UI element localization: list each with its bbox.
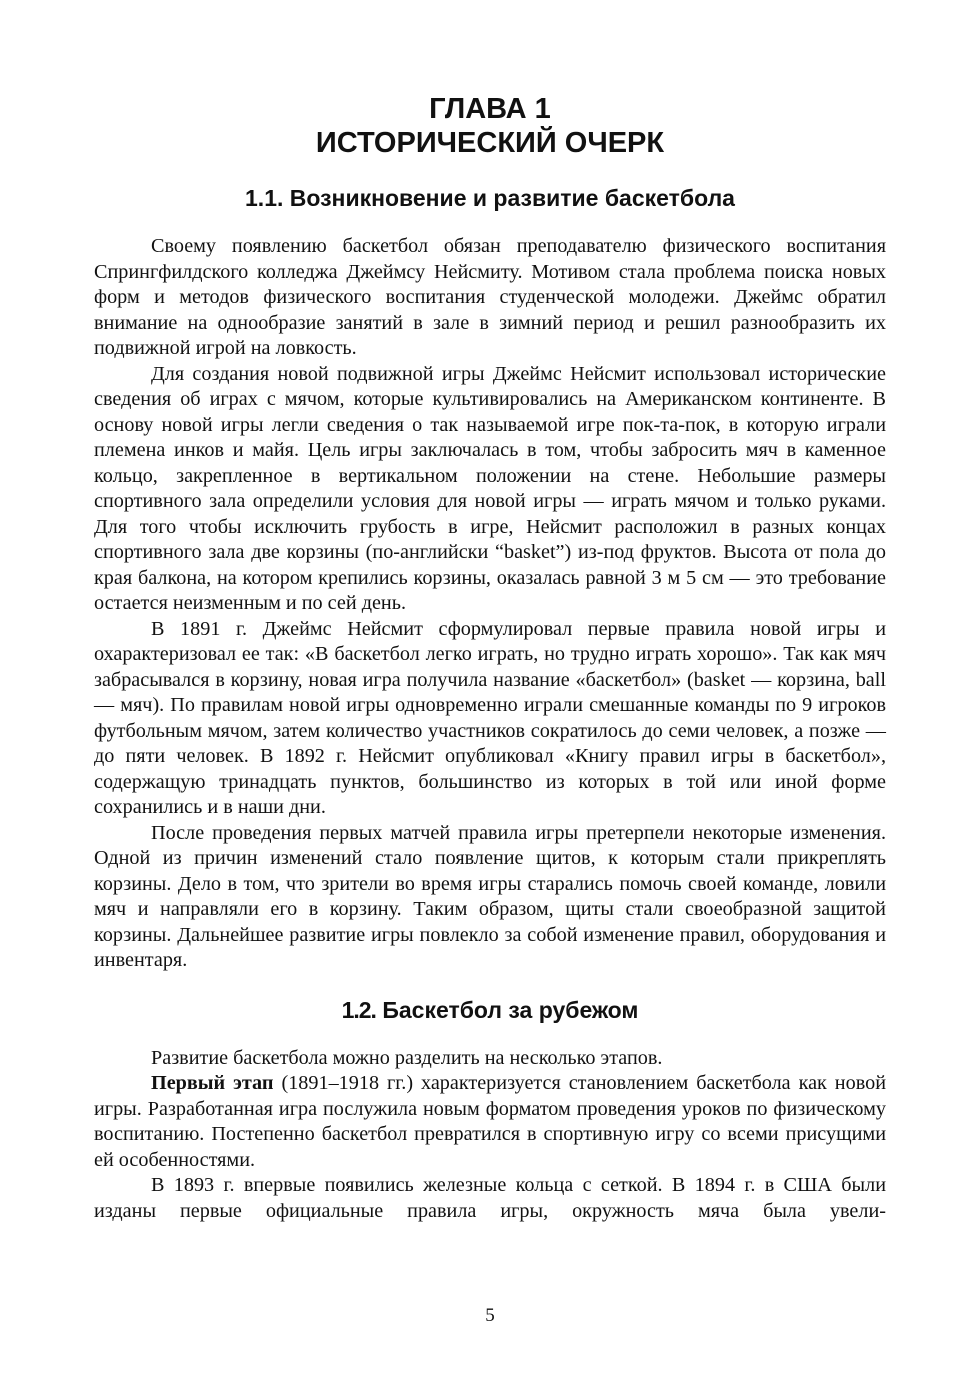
page-number: 5 <box>485 1305 495 1326</box>
stage-label: Первый этап <box>151 1072 274 1094</box>
chapter-title: ИСТОРИЧЕСКИЙ ОЧЕРК <box>315 127 665 159</box>
section-2-intro: Развитие баскетбола можно разделить на несколько этапов. <box>151 1046 663 1069</box>
section-2-title <box>94 996 886 1024</box>
section-1-title: 1.1. Возникновение и развитие баскетбола <box>245 185 735 211</box>
chapter-label: ГЛАВА 1 <box>429 93 551 125</box>
section-1-paragraph-2: Для создания новой подвижной игры Джеймс Нейсмит использовал исторические сведения об играх с мячом, которые культивировались на Американском континенте. В основу новой игры легли сведения о так называемой игре пок-та-пок, в которую играли племена инков и майя. Цель игры заключалась в том, чтобы забросить мяч в каменное кольцо, закрепленное в вертикальном положении на стене. Небольшие размеры спортивного зала определили условия для новой игры — играть мячом и только руками. Для того чтобы исключить грубость в игре, Нейсмит расположил в разных концах спортивного зала две корзины (по-английски “basket”) из-под фруктов. Высота от пола до края балкона, на котором крепились корзины, оказалась равной 3 м 5 см — это требование остается неизменным и по сей день. <box>94 362 886 614</box>
section-2-title-text: Баскетбол за рубежом <box>382 996 639 1023</box>
section-2-number: 1.2. <box>341 996 376 1023</box>
stage-text: (1891–1918 гг.) характеризуется становлением баскетбола как новой игры. Разработанная игра послужила новым форматом проведения уроков по физическому воспитанию. Постепенно баскетбол превратился в спортивную игру со всеми присущими ей особенностями. <box>94 1072 886 1171</box>
section-2-stage-paragraph <box>94 1071 886 1173</box>
section-1-paragraph-1: Своему появлению баскетбол обязан преподавателю физического воспитания Спрингфилдского колледжа Джеймсу Нейсмиту. Мотивом стала проблема поиска новых форм и методов физического воспитания студенческой молодежи. Джеймс обратил внимание на однообразие занятий в зале в зимний период и решил разнообразить их подвижной игрой на ловкость. <box>94 235 886 359</box>
document-page <box>94 92 886 1224</box>
section-1-paragraph-4: После проведения первых матчей правила игры претерпели некоторые изменения. Одной из причин изменений стало появление щитов, к которым стали прикреплять корзины. Дело в том, что зрители во время игры старались помочь своей команде, ловили мяч и направляли его в корзину. Таким образом, щиты стали своеобразной защитой корзины. Дальнейшее развитие игры повлекло за собой изменение правил, оборудования и инвентаря. <box>94 821 886 971</box>
section-2-last-paragraph: В 1893 г. впервые появились железные кольца с сеткой. В 1894 г. в США были изданы первые официальные правила игры, окружность мяча была увели- <box>94 1174 886 1222</box>
section-1-paragraph-3: В 1891 г. Джеймс Нейсмит сформулировал первые правила новой игры и охарактеризовал ее так: «В баскетбол легко играть, но трудно играть хорошо». Так как мяч забрасывался в корзину, новая игра получила название «баскетбол» (basket — корзина, ball — мяч). По правилам новой игры одновременно играли смешанные команды по 9 игроков футбольным мячом, затем количество участников сократилось до семи человек, а позже — до пяти человек. В 1892 г. Нейсмит опубликовал «Книгу правил игры в баскетбол», содержащую тринадцать пунктов, большинство из которых в той или иной форме сохранились и в наши дни. <box>94 617 886 818</box>
